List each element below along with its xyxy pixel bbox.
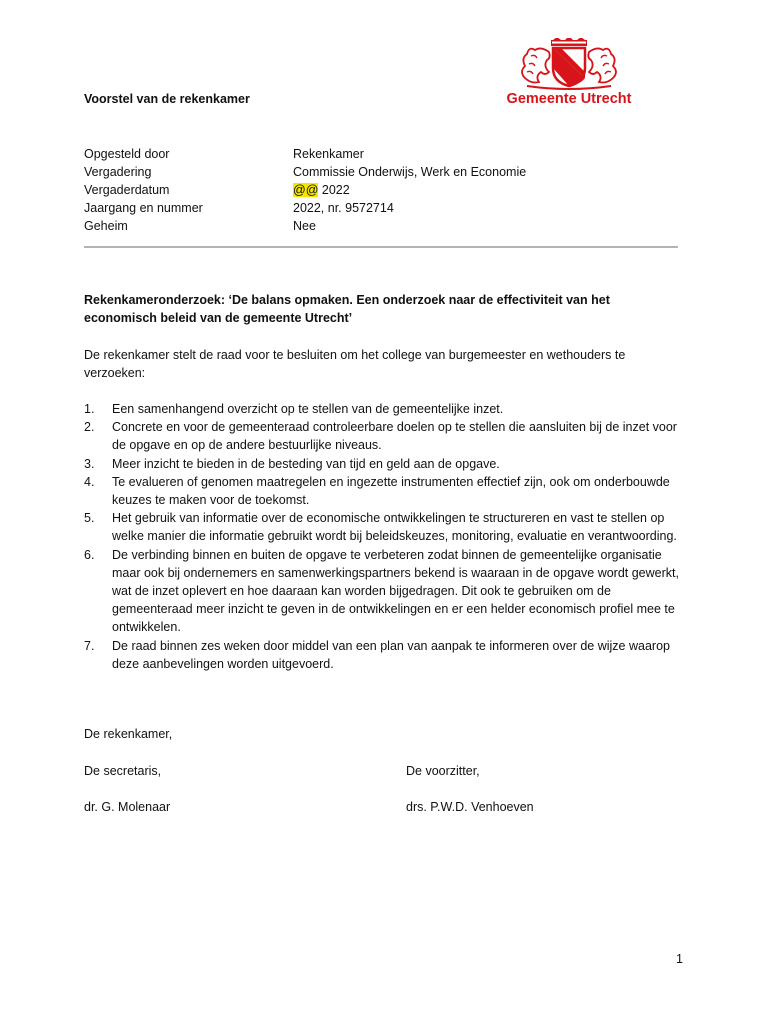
gemeente-utrecht-logo	[503, 38, 635, 107]
list-number: 4.	[84, 474, 95, 489]
meta-label: Geheim	[84, 219, 128, 233]
meta-label: Vergadering	[84, 165, 152, 179]
chair-name: drs. P.W.D. Venhoeven	[406, 800, 534, 814]
chair-label: De voorzitter,	[406, 764, 480, 778]
utrecht-coat-of-arms-icon	[513, 38, 625, 90]
list-item	[84, 400, 684, 418]
list-number: 5.	[84, 511, 95, 526]
secretary-label: De secretaris,	[84, 764, 162, 778]
list-item	[84, 637, 684, 673]
list-number: 2.	[84, 420, 95, 435]
page-number: 1	[676, 952, 683, 966]
document-title: Voorstel van de rekenkamer	[84, 92, 250, 106]
meta-value: Nee	[293, 219, 316, 233]
list-item	[84, 473, 684, 509]
list-item	[84, 546, 684, 637]
list-item-text: Het gebruik van informatie over de economische ontwikkelingen te structureren en vast te stellen op welke manier die informatie gebruikt wordt bij beleidskeuzes, monitoring, evaluatie en verantwoording.	[112, 511, 677, 544]
list-item-text: Concrete en voor de gemeenteraad controleerbare doelen op te stellen die aansluiten bij de inzet voor de opgave en op de andere bestuurlijke niveaus.	[112, 420, 677, 453]
meta-label: Jaargang en nummer	[84, 201, 203, 215]
list-item-text: De verbinding binnen en buiten de opgave te verbeteren zodat binnen de gemeentelijke organisatie maar ook bij ondernemers en samenwerkingspartners bekend is waaraan in de opgave wordt gewerkt, wat de inzet oplevert en hoe daaraan kan worden bijgedragen. Dit ook te gebruiken om de gemeenteraad meer inzicht te geven in de ontwikkelingen en er een helder economisch profiel mee te ontwikkelen.	[112, 547, 679, 635]
list-item	[84, 509, 684, 545]
list-item	[84, 418, 684, 454]
list-item-text: Te evalueren of genomen maatregelen en ingezette instrumenten effectief zijn, ook om onderbouwde keuzes te maken voor de toekomst.	[112, 474, 670, 508]
list-item-text: De raad binnen zes weken door middel van een plan van aanpak te informeren over de wijze waarop deze aanbevelingen worden uitgevoerd.	[112, 638, 670, 671]
list-item-text: Een samenhangend overzicht op te stellen van de gemeentelijke inzet.	[112, 402, 504, 416]
meta-label: Vergaderdatum	[84, 183, 170, 197]
meta-value: 2022, nr. 9572714	[293, 201, 394, 215]
meta-value-rest: 2022	[318, 183, 350, 197]
list-number: 1.	[84, 402, 95, 416]
divider	[84, 246, 678, 248]
list-number: 6.	[84, 547, 95, 562]
list-item	[84, 455, 684, 473]
list-number: 7.	[84, 638, 95, 653]
closing-line: De rekenkamer,	[84, 727, 173, 741]
recommendations-list	[84, 400, 684, 673]
meta-label: Opgesteld door	[84, 147, 170, 161]
intro-paragraph: De rekenkamer stelt de raad voor te besluiten om het college van burgemeester en wethouders te verzoeken:	[84, 348, 626, 380]
list-item-text: Meer inzicht te bieden in de besteding van tijd en geld aan de opgave.	[112, 456, 500, 471]
date-placeholder-highlight: @@	[293, 183, 319, 197]
secretary-name: dr. G. Molenaar	[84, 800, 171, 814]
meta-value: Rekenkamer	[293, 147, 364, 161]
meta-value: Commissie Onderwijs, Werk en Economie	[293, 165, 527, 179]
list-number: 3.	[84, 456, 95, 471]
subject-heading: Rekenkameronderzoek: ‘De balans opmaken. Een onderzoek naar de effectiviteit van het economisch beleid van de gemeente Utrecht’	[84, 293, 610, 325]
logo-text: Gemeente Utrecht	[506, 91, 632, 107]
meta-value	[293, 181, 350, 199]
